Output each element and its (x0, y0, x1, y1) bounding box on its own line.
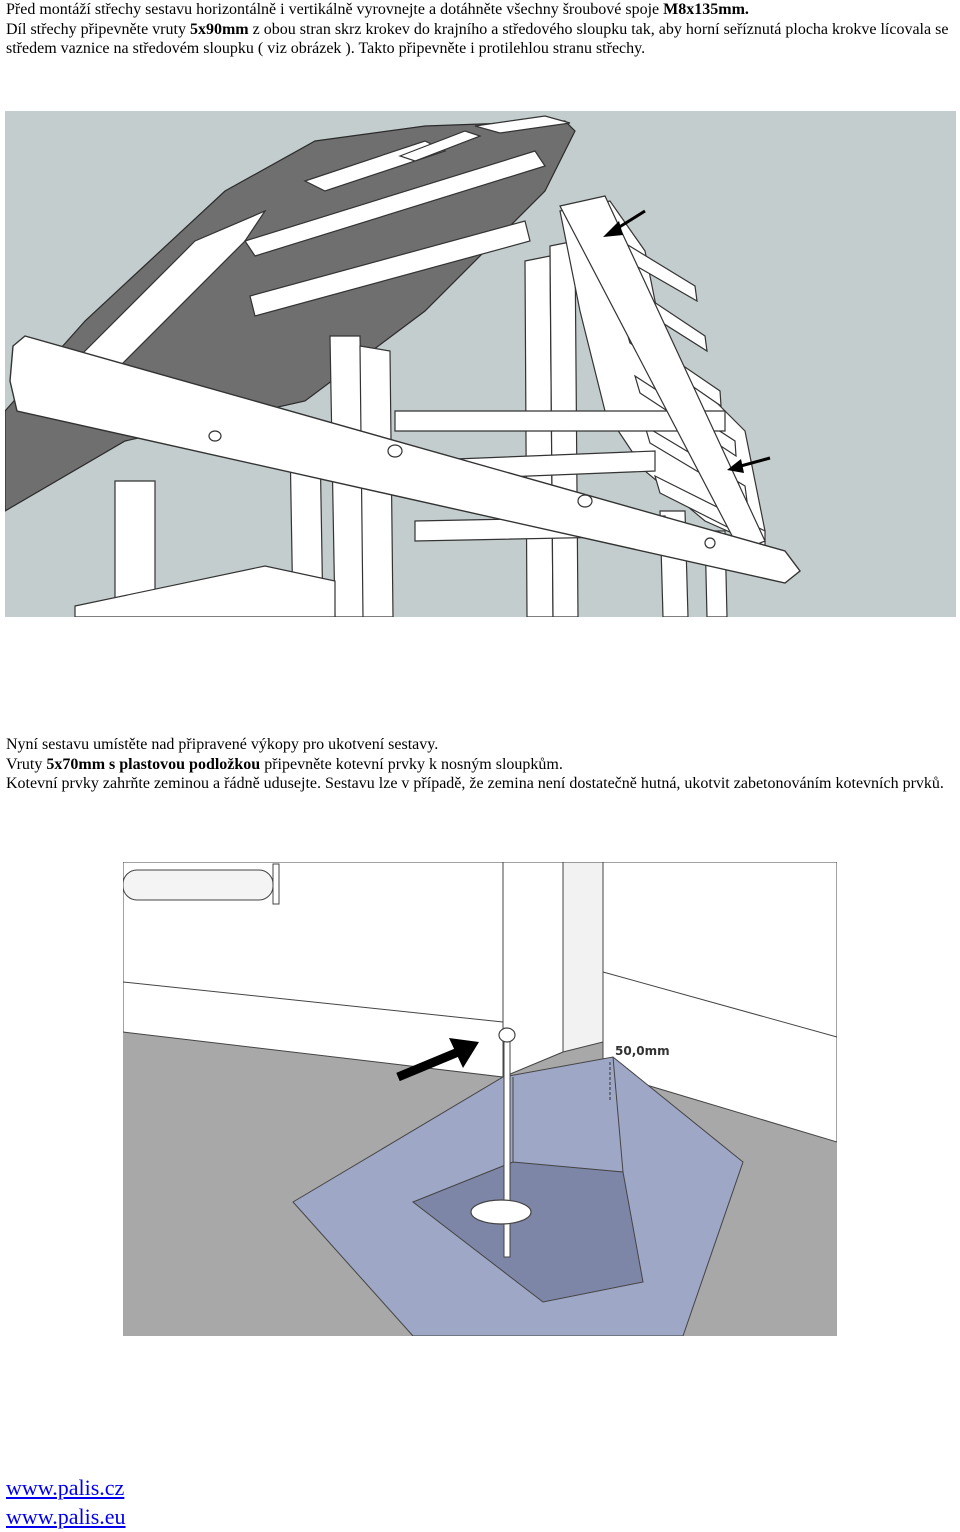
roof-assembly-figure (5, 111, 956, 617)
anchor-instructions (6, 735, 954, 794)
roof-instructions-line2-start: Díl střechy připevněte vruty (6, 20, 190, 38)
ground-anchor-figure (123, 862, 837, 1336)
post (503, 862, 563, 1077)
anchor-line2-start: Vruty (6, 755, 47, 773)
anchor-line1: Nyní sestavu umístěte nad připravené výkopy pro ukotvení sestavy. (6, 736, 439, 753)
anchor-line3: Kotevní prvky zahrňte zeminou a řádně udusejte. Sestavu lze v případě, že zemina není dostatečně hutná, ukotvit zabetonováním kotevních prvků. (6, 775, 944, 792)
rail-bar (123, 870, 273, 900)
anchor-washer (499, 1028, 515, 1042)
anchor-line2 (6, 755, 954, 775)
link-palis-eu[interactable]: www.palis.eu (6, 1504, 126, 1529)
footer-links (6, 1473, 126, 1531)
roof-instructions-line2-rest: z obou stran skrz krokev do krajního a středového sloupku tak, aby horní seříznutá plocha krokve lícovala se středem vaznice na středovém sloupku ( viz obrázek ). Takto připevněte i protilehlou stranu střechy. (6, 20, 949, 57)
roof-instructions (6, 0, 954, 59)
link-palis-cz[interactable]: www.palis.cz (6, 1475, 125, 1500)
bolt-size: M8x135mm. (663, 1, 749, 18)
anchor-line2-rest: připevněte kotevní prvky k nosným sloupkům. (260, 755, 563, 773)
anchor-screw-spec: 5x70mm s plastovou podložkou (46, 755, 261, 773)
anchor-plate (471, 1200, 531, 1224)
roof-instructions-line1: Před montáží střechy sestavu horizontálně i vertikálně vyrovnejte a dotáhněte všechny šroubové spoje (6, 1, 664, 18)
dimension-label: 50,0mm (615, 1044, 670, 1058)
screw-size: 5x90mm (189, 20, 249, 38)
